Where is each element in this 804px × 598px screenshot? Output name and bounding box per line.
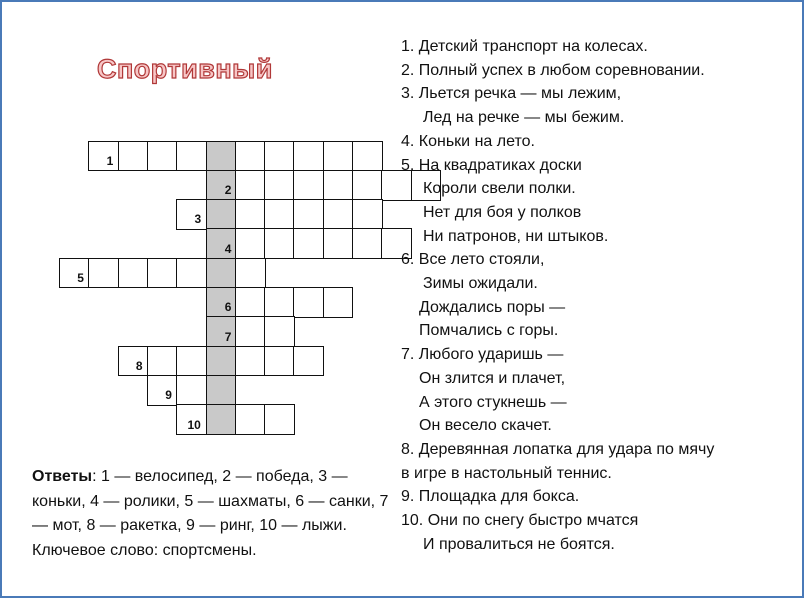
clue-line: Зимы ожидали.	[423, 275, 538, 293]
clue-line: И провалиться не боятся.	[423, 535, 615, 553]
crossword-cell[interactable]	[293, 346, 324, 377]
crossword-cell[interactable]	[147, 141, 178, 172]
clue-number: 9	[165, 388, 172, 403]
keyword-cell[interactable]	[206, 375, 237, 406]
crossword-cell[interactable]	[293, 287, 324, 318]
keyword-cell[interactable]	[206, 228, 237, 259]
clue-number: 4	[224, 241, 232, 256]
crossword-cell[interactable]	[176, 258, 207, 289]
clue-line: 2. Полный успех в любом соревновании.	[401, 61, 705, 79]
crossword-cell[interactable]	[118, 258, 149, 289]
keyword-cell[interactable]	[206, 141, 237, 172]
crossword-cell[interactable]	[352, 141, 383, 172]
crossword-title: Спортивный	[97, 54, 273, 84]
crossword-cell[interactable]	[88, 258, 119, 289]
crossword-cell[interactable]	[176, 346, 207, 377]
clue-line: Ни патронов, ни штыков.	[423, 227, 609, 245]
crossword-cell[interactable]	[264, 316, 295, 347]
clue-line: 4. Коньки на лето.	[401, 132, 535, 150]
crossword-cell[interactable]	[323, 141, 354, 172]
keyword-cell[interactable]	[206, 199, 237, 230]
crossword-cell[interactable]	[176, 141, 207, 172]
crossword-cell[interactable]	[176, 199, 207, 230]
clue-line: в игре в настольный теннис.	[401, 464, 612, 482]
clue-number: 2	[224, 183, 232, 198]
clue-line: А этого стукнешь —	[419, 393, 567, 411]
keyword-cell[interactable]	[206, 404, 237, 435]
crossword-cell[interactable]	[293, 228, 324, 259]
keyword-cell[interactable]	[206, 170, 237, 201]
answers-text: : 1 — велосипед, 2 — победа, 3 — коньки, 4 — ролики, 5 — шахматы, 6 — санки, 7 — мот, 8 — ракетка, 9 — ринг, 10 — лыжи. Ключевое слово: спортсмены.	[32, 468, 389, 559]
crossword-cell[interactable]	[264, 170, 295, 201]
clue-number: 8	[135, 358, 143, 373]
crossword-cell[interactable]	[118, 346, 149, 377]
clue-line: Помчались с горы.	[419, 322, 559, 340]
crossword-cell[interactable]	[235, 316, 266, 347]
clue-line: 7. Любого ударишь —	[401, 346, 564, 364]
keyword-cell[interactable]	[206, 287, 237, 318]
crossword-cell[interactable]	[235, 228, 266, 259]
crossword-cell[interactable]	[235, 258, 266, 289]
crossword-cell[interactable]	[264, 287, 295, 318]
crossword-cell[interactable]	[235, 170, 266, 201]
crossword-cell[interactable]	[293, 199, 324, 230]
clue-line: Лед на речке — мы бежим.	[423, 109, 625, 127]
clue-line: 6. Все лето стояли,	[401, 251, 545, 269]
clue-number: 3	[194, 212, 202, 227]
crossword-cell[interactable]	[235, 404, 266, 435]
crossword-cell[interactable]	[323, 170, 354, 201]
crossword-cell[interactable]	[147, 375, 178, 406]
crossword-cell[interactable]	[235, 287, 266, 318]
crossword-cell[interactable]	[235, 141, 266, 172]
crossword-cell[interactable]	[264, 346, 295, 377]
clue-line: Он злится и плачет,	[419, 369, 566, 387]
clue-line: 1. Детский транспорт на колесах.	[401, 38, 648, 55]
crossword-cell[interactable]	[118, 141, 149, 172]
clue-number: 10	[187, 417, 201, 432]
crossword-cell[interactable]	[147, 346, 178, 377]
clue-line: 8. Деревянная лопатка для удара по мячу	[401, 440, 715, 458]
answers-label: Ответы	[32, 468, 93, 485]
crossword-cell[interactable]	[264, 228, 295, 259]
crossword-cell[interactable]	[352, 228, 383, 259]
crossword-cell[interactable]	[235, 346, 266, 377]
crossword-cell[interactable]	[352, 199, 383, 230]
clue-number: 5	[77, 271, 84, 285]
clues-list	[401, 35, 714, 556]
crossword-cell[interactable]	[293, 170, 324, 201]
clue-line: Дождались поры —	[419, 298, 566, 316]
clue-line: 3. Льется речка — мы лежим,	[401, 85, 622, 103]
answers-block	[32, 465, 392, 563]
crossword-cell[interactable]	[323, 199, 354, 230]
crossword-cell[interactable]	[323, 228, 354, 259]
crossword-grid	[2, 2, 402, 442]
crossword-cell[interactable]	[264, 141, 295, 172]
keyword-cell[interactable]	[206, 316, 237, 347]
crossword-cell[interactable]	[323, 287, 354, 318]
clue-number: 7	[224, 329, 232, 344]
clue-line: Короли свели полки.	[423, 180, 576, 198]
crossword-cell[interactable]	[264, 404, 295, 435]
clue-number: 6	[224, 300, 232, 315]
clue-line: 9. Площадка для бокса.	[401, 488, 580, 506]
clue-number: 1	[106, 153, 114, 168]
crossword-cell[interactable]	[293, 141, 324, 172]
clue-line: 5. На квадратиках доски	[401, 156, 582, 174]
clue-line: Нет для боя у полков	[423, 203, 582, 221]
crossword-cell[interactable]	[235, 199, 266, 230]
crossword-cell[interactable]	[176, 375, 207, 406]
clue-line: Он весело скачет.	[419, 417, 552, 435]
crossword-cell[interactable]	[59, 258, 90, 289]
clue-line: 10. Они по снегу быстро мчатся	[401, 512, 639, 530]
crossword-cell[interactable]	[264, 199, 295, 230]
crossword-cell[interactable]	[352, 170, 383, 201]
crossword-cell[interactable]	[88, 141, 119, 172]
keyword-cell[interactable]	[206, 346, 237, 377]
crossword-cell[interactable]	[147, 258, 178, 289]
keyword-cell[interactable]	[206, 258, 237, 289]
